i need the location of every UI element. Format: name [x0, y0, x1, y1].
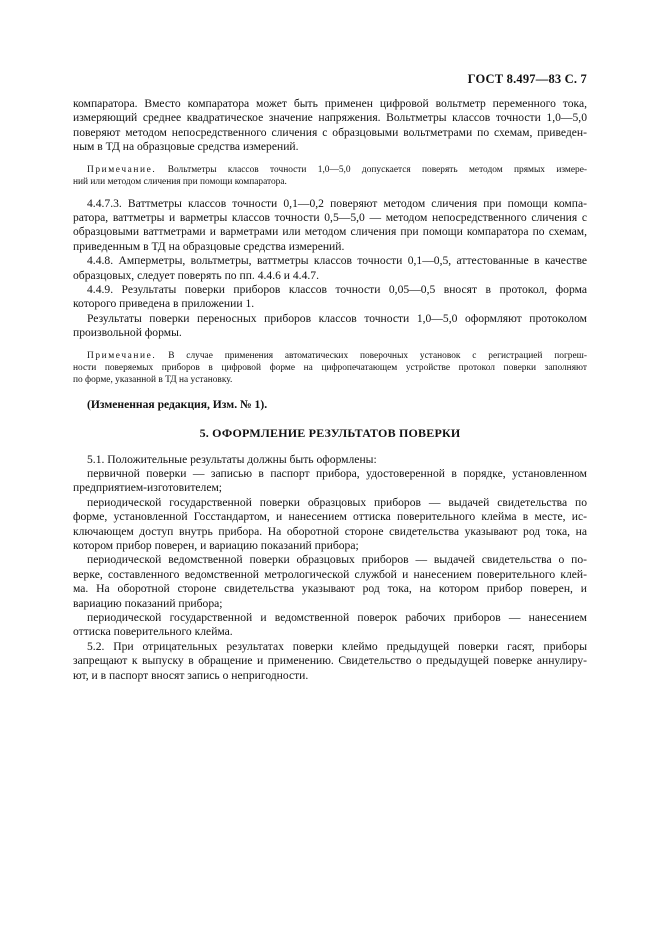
note-line — [73, 164, 587, 176]
note-line: ний или методом сличения при помощи компаратора. — [73, 176, 287, 187]
text-line: оттиска поверительного клейма. — [73, 625, 233, 639]
text-line: форме, установленной Госстандартом, и нанесением оттиска поверительного клейма в месте, ис- — [73, 510, 587, 524]
text-line: котором прибор поверен, и вариацию показаний прибора; — [73, 538, 359, 552]
note-text: В случае применения автоматических поверочных установок с регистрацией погреш- — [156, 350, 587, 361]
text-line: периодической государственной и ведомственной поверок рабочих приборов — нанесением — [87, 610, 587, 624]
section-5-body — [73, 453, 587, 684]
text-line: 4.4.8. Амперметры, вольтметры, ваттметры классов точности 0,1—0,5, аттестованные в качестве — [87, 254, 587, 268]
text-line: компаратора. Вместо компаратора может быть применен цифровой вольтметр переменного тока, — [73, 97, 587, 110]
text-line: Результаты поверки переносных приборов классов точности 1,0—5,0 оформляют протоколом — [87, 311, 587, 325]
note-label: Примечание. — [87, 164, 157, 175]
text-line: образцовых, следует поверять по пп. 4.4.6 и 4.4.7. — [73, 268, 319, 282]
text-line: образцовыми ваттметрами и варметрами или методом сличения при помощи компаратора по схемам, — [73, 225, 587, 239]
paragraph-4-4-8 — [73, 254, 587, 283]
page-header: ГОСТ 8.497—83 С. 7 — [467, 72, 587, 86]
text-line: поверяют методом непосредственного сличения с образцовыми вольтметрами по схемам, приведен- — [73, 125, 587, 139]
text-line: периодической государственной поверки образцовых приборов — выдачей свидетельства по — [87, 495, 587, 509]
section-title: 5. ОФОРМЛЕНИЕ РЕЗУЛЬТАТОВ ПОВЕРКИ — [199, 426, 461, 441]
text-line: предприятием-изготовителем; — [73, 481, 223, 495]
text-line: измеряющий среднее квадратическое значение напряжения. Вольтметры классов точности 1,0—5,0 — [73, 111, 587, 125]
paragraph-portable-results — [73, 312, 587, 341]
page-content — [73, 97, 587, 683]
text-line: 5.1. Положительные результаты должны быть оформлены: — [87, 452, 377, 466]
amendment-note: (Измененная редакция, Изм. № 1). — [87, 397, 268, 411]
text-line: периодической ведомственной поверки образцовых приборов — выдачей свидетельства о по- — [87, 553, 587, 567]
text-line: верке, составленного ведомственной метрологической службой и нанесением поверительного клей- — [73, 567, 587, 581]
text-line: произвольной формы. — [73, 326, 182, 340]
text-line: ратора, ваттметры и варметры классов точности 0,5—5,0 — методом непосредственного сличения с — [73, 211, 587, 225]
text-line: запрещают к выпуску в обращение и применению. Свидетельство о предыдущей поверке аннулиру- — [73, 654, 587, 668]
paragraph-4-4-9 — [73, 283, 587, 312]
text-line: 4.4.9. Результаты поверки приборов классов точности 0,05—0,5 вносят в протокол, форма — [87, 283, 587, 297]
note-line: по форме, указанной в ТД на установку. — [73, 374, 233, 385]
note-automatic-installations — [73, 350, 587, 386]
note-text: Вольтметры классов точности 1,0—5,0 допускается поверять методом прямых измере- — [156, 164, 587, 175]
text-line: 4.4.7.3. Ваттметры классов точности 0,1—0,2 поверяют методом сличения при помощи компа- — [87, 196, 587, 210]
text-line: приведенным в ТД на образцовые средства измерений. — [73, 239, 345, 253]
text-line: вариацию показаний прибора; — [73, 596, 223, 610]
text-line: которого приведена в приложении 1. — [73, 297, 255, 311]
text-line: первичной поверки — записью в паспорт прибора, удостоверенной в порядке, установленном — [87, 466, 587, 480]
note-line: ности поверяемых приборов в цифровой форме на цифропечатающем устройстве протокол поверки заполняют — [73, 362, 587, 373]
note-label: Примечание. — [87, 350, 157, 361]
paragraph-comparator — [73, 97, 587, 155]
text-line: ма. На оборотной стороне свидетельства указывают род тока, на котором прибор поверен, и — [73, 582, 587, 596]
note-voltmeters — [73, 164, 587, 188]
text-line: ют, и в паспорт вносят запись о непригодности. — [73, 668, 309, 682]
text-line: ным в ТД на образцовые средства измерений. — [73, 140, 299, 154]
paragraph-4-4-7-3 — [73, 197, 587, 255]
text-line: ключающем доступ внутрь прибора. На оборотной стороне свидетельства указывают род тока, на — [73, 524, 587, 538]
note-line — [73, 350, 587, 362]
text-line: 5.2. При отрицательных результатах поверки клеймо предыдущей поверки гасят, приборы — [87, 639, 587, 653]
